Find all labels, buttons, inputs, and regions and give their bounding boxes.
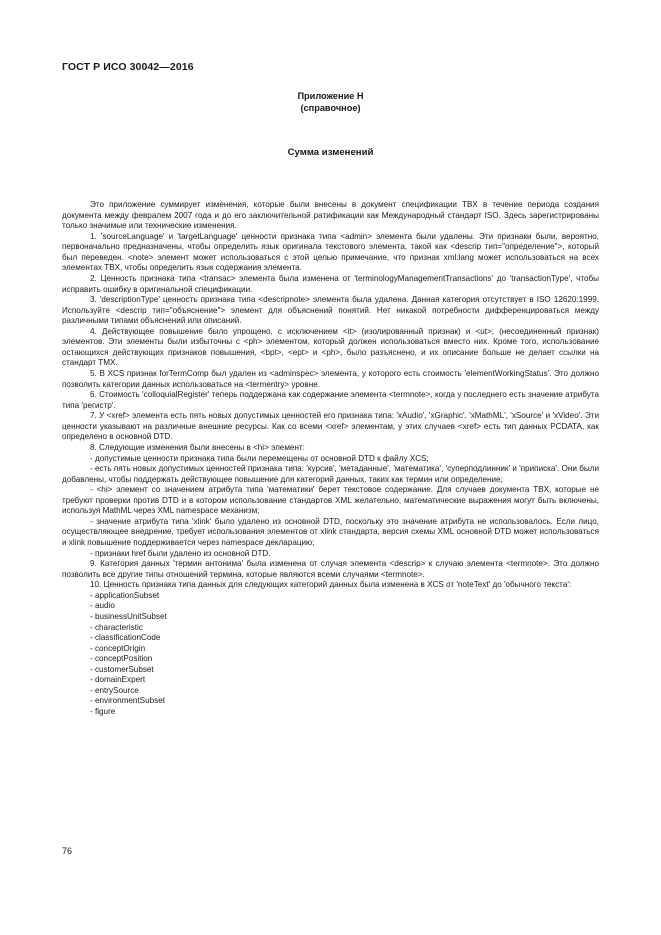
- change-item-7: 7. У <xref> элемента есть пять новых допустимых ценностей его признака типа: 'xAudio', 'xGraphic', 'xMathML', 'xSource' и 'xVideo'. Эти ценности указывают на различные внешние ресурсы. Как со всеми <xref> элементам, у этих случаев <xref> есть тип данных PCDATA, как определено в основной DTD.: [62, 411, 599, 442]
- change-item-8: 8. Следующие изменения были внесены в <hi> элемент:: [90, 442, 305, 452]
- standard-header: ГОСТ Р ИСО 30042—2016: [62, 61, 194, 73]
- section-title: Сумма изменений: [287, 147, 374, 158]
- dash-item: - <hi> элемент со значением атрибута типа 'математики' берет текстовое содержание. Для случаев документа TBX, которые не требуют проверки против DTD и в котором использование стандартов XML желательно, математические выражения могут быть включены, используя MathML через XML namespace механизм;: [62, 485, 599, 516]
- change-item-5: 5. В XCS признак forTermComp был удален из <adminspec> элемента, у которого есть стоимость 'elementWorkingStatus'. Это должно позволить категории данных использоваться на <termentry> уровне.: [62, 369, 599, 389]
- category-item: - applicationSubset: [90, 590, 160, 600]
- change-item-10: 10. Ценность признака типа данных для следующих категорий данных была изменена в XCS от 'noteText' до 'обычного текста':: [90, 580, 572, 590]
- category-item: - entrySource: [90, 685, 139, 695]
- annex-heading: [0, 90, 661, 114]
- change-item-4: 4. Действующее повышение было упрощено, с исключением <it> (изолированный признак) и <ut>; (несоединенный признак) элементов. Эти элементы были избыточны с <ph> элементом, который должен использоваться вместо них. Кроме того, использование остающихся действующих признаков повышения, <bpt>, <ept> и <ph>, было разъяснено, и их описание больше не делает ссылки на стандарт TMX.: [62, 326, 599, 368]
- change-item-1: 1. 'sourceLanguage' и 'targetLanguage' ценности признака типа <admin> элемента были удалены. Эти признаки были, вероятно, первоначально предназначены, чтобы определить язык оригинала текстового элемента, такой как <descrip тип="определение">, который был переведен. <note> элемент может использоваться с этой целью примечание, что признак xml:lang может использоваться на всех элементах TBX, чтобы определить язык содержания элемента.: [62, 231, 599, 273]
- category-item: - audio: [90, 601, 115, 611]
- category-item: - domainExpert: [90, 675, 146, 685]
- category-item: - customerSubset: [90, 664, 154, 674]
- category-item: - conceptPosition: [90, 654, 153, 664]
- intro-paragraph: Это приложение суммирует изменения, которые были внесены в документ спецификации TBX в течение периода создания документа между февралем 2007 года и до его заключительной ратификации как Международный стандарт ISO. Здесь зарегистрированы только значимые или технические изменения.: [62, 200, 599, 231]
- annex-title: Приложение H: [297, 91, 364, 101]
- document-body: [62, 200, 599, 718]
- dash-item: - признаки href были удалено из основной DTD.: [90, 548, 271, 558]
- change-item-6: 6. Стоимость 'colloquialRegister' теперь поддержана как содержание элемента <termnote>, когда у последнего есть значение атрибута типа 'регистр'.: [62, 390, 599, 410]
- change-item-9: 9. Категория данных 'термин антонима' была изменена от случая элемента <descrip> к случаю элемента <termnote>. Это должно позволить все другие типы отношений термина, которые являются всеми случаями <termnote>.: [62, 559, 599, 579]
- page-number: 76: [62, 846, 73, 856]
- category-item: - environmentSubset: [90, 696, 165, 706]
- category-item: - figure: [90, 707, 116, 716]
- category-item: - classificationCode: [90, 633, 161, 643]
- dash-item: - есть пять новых допустимых ценностей признака типа: 'курсив', 'метаданные', 'математика', 'суперподлинник' и 'приписка'. Они были добавлены, чтобы поддержать действующее повышение для категорий данных, таких как термин или определение;: [62, 464, 599, 484]
- change-item-2: 2. Ценность признака типа <transac> элемента была изменена от 'terminologyManagementTransactions' до 'transactionType', чтобы исправить ошибку в оригинальной спецификации.: [62, 273, 599, 294]
- category-item: - characteristic: [90, 622, 143, 632]
- dash-item: - допустимые ценности признака типа были перемещены от основной DTD к файлу XCS;: [90, 453, 429, 463]
- change-item-3: 3. 'descriptionType' ценность признака типа <descripnote> элемента была удалена. Данная категория отсутствует в ISO 12620:1999. Используйте <descrip тип="объяснение"> элемент для объяснений понятий. Нет никакой потребности дифференцироваться между различными типами объяснений или описаний.: [62, 295, 599, 326]
- category-item: - businessUnitSubset: [90, 611, 167, 621]
- annex-subtitle: (справочное): [300, 103, 361, 113]
- category-item: - conceptOrigin: [90, 643, 146, 653]
- dash-item: - значение атрибута типа 'xlink' было удалено из основной DTD, поскольку это значение атрибута не использовалось. Если лицо, осуществляющее внедрение, требует использования элементов от xlink стандарта, версия схемы XML основной DTD может использоваться и xlink повышение поддерживается через namespace декларацию;: [62, 516, 599, 547]
